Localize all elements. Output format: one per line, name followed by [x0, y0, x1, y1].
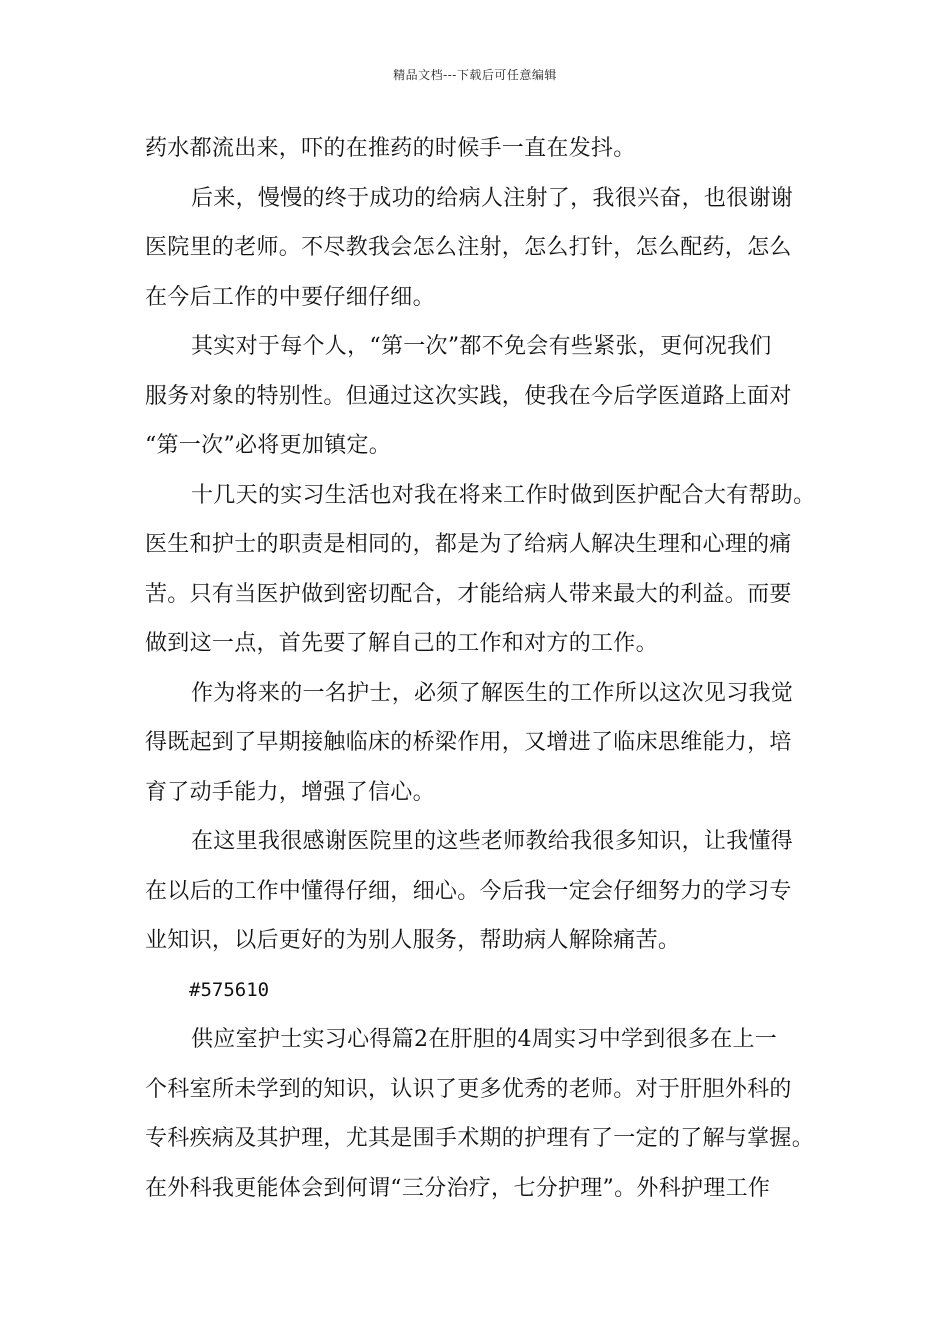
text-line: 十几天的实习生活也对我在将来工作时做到医护配合大有帮助。 — [191, 482, 816, 508]
text-line: 其实对于每个人，“第一次”都不免会有些紧张，更何况我们 — [191, 334, 772, 359]
text-line: 育了动手能力，增强了信心。 — [145, 779, 435, 805]
paragraph — [145, 124, 825, 174]
paragraph — [145, 174, 825, 323]
document-body — [145, 124, 825, 1213]
text-line: 专科疾病及其护理，尤其是围手术期的护理有了一定的了解与掌握。 — [145, 1126, 815, 1151]
text-line: 在外科我更能体会到何谓“三分治疗，七分护理”。外科护理工作 — [145, 1175, 771, 1201]
text-line: 苦。只有当医护做到密切配合，才能给病人带来最大的利益。而要 — [145, 581, 792, 607]
paragraph — [145, 322, 825, 471]
text-line: 做到这一点，首先要了解自己的工作和对方的工作。 — [145, 631, 658, 656]
text-line: 医院里的老师。不尽教我会怎么注射，怎么打针，怎么配药，怎么 — [145, 235, 792, 260]
text-line: 作为将来的一名护士，必须了解医生的工作所以这次见习我觉 — [191, 680, 794, 706]
text-line: 服务对象的特别性。但通过这次实践，使我在今后学医道路上面对 — [145, 383, 792, 409]
text-line: 个科室所未学到的知识，认识了更多优秀的老师。对于肝胆外科的 — [145, 1076, 792, 1102]
paragraph — [145, 669, 825, 818]
text-line: “第一次”必将更加镇定。 — [145, 433, 392, 458]
paragraph — [145, 1015, 825, 1213]
text-line: 后来，慢慢的终于成功的给病人注射了，我很兴奋，也很谢谢 — [191, 185, 794, 211]
text-line: 在这里我很感谢医院里的这些老师教给我很多知识，让我懂得 — [191, 829, 794, 854]
paragraph — [145, 471, 825, 669]
text-line: 得既起到了早期接触临床的桥梁作用，又增进了临床思维能力，培 — [145, 730, 792, 755]
text-line: 在以后的工作中懂得仔细，细心。今后我一定会仔细努力的学习专 — [145, 878, 792, 904]
text-line: 药水都流出来，吓的在推药的时候手一直在发抖。 — [145, 136, 636, 161]
text-line: 业知识，以后更好的为别人服务，帮助病人解除痛苦。 — [145, 928, 681, 953]
paragraph — [145, 817, 825, 966]
text-line: 在今后工作的中要仔细仔细。 — [145, 284, 435, 310]
text-line: 供应室护士实习心得篇2在肝胆的4周实习中学到很多在上一 — [191, 1027, 778, 1052]
page-header: 精品文档---下载后可任意编辑 — [393, 68, 557, 82]
text-line: 医生和护士的职责是相同的，都是为了给病人解决生理和心理的痛 — [145, 532, 792, 557]
document-tag: #575610 — [189, 978, 270, 1001]
